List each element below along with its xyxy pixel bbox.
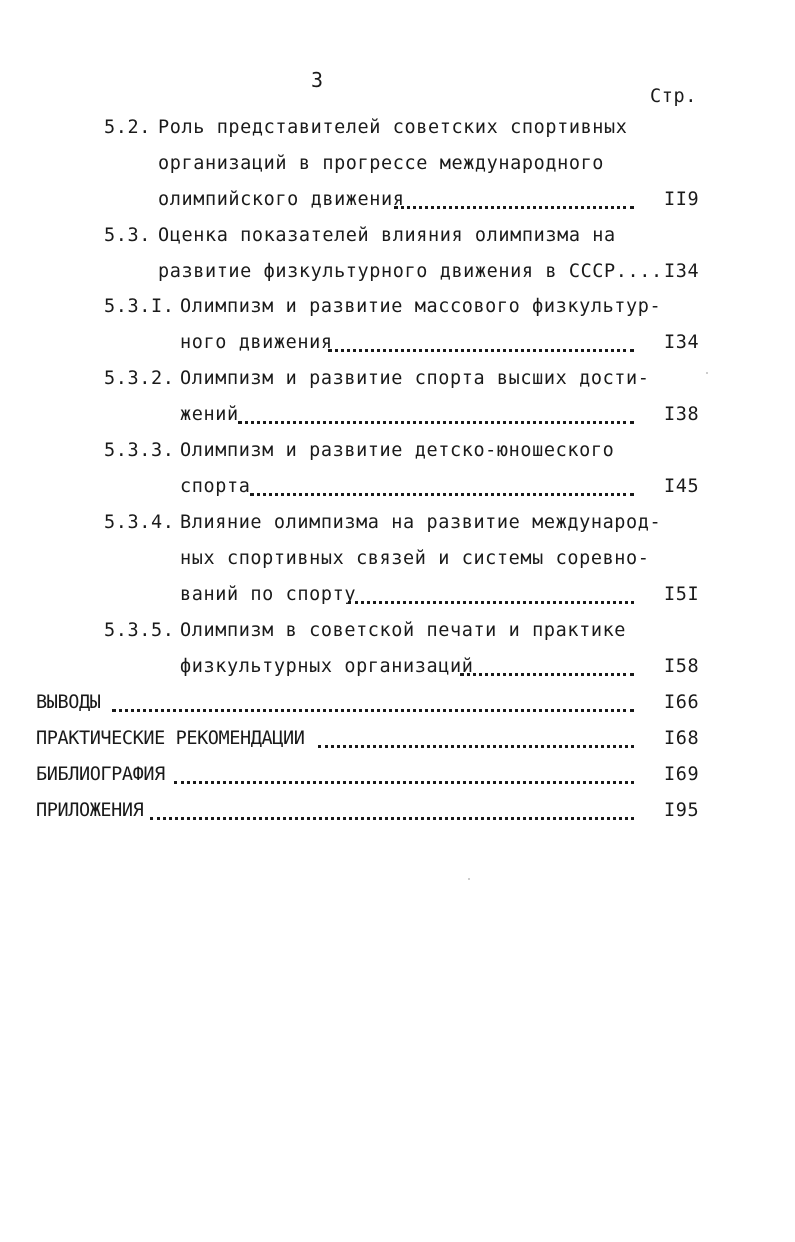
toc-entry-5-3-5-line-1: Олимпизм в советской печати и практике [180,620,627,641]
toc-entry-5-3-5-page: I58 [664,656,700,677]
toc-recommendations-title: ПРАКТИЧЕСКИЕ РЕКОМЕНДАЦИИ [36,728,305,749]
toc-entry-5-3-4-line-1: Влияние олимпизма на развитие международ- [180,512,662,533]
toc-entry-5-2-page: II9 [664,189,700,210]
toc-entry-5-3-4-leader [348,584,634,604]
toc-entry-5-3-2-number: 5.3.2. [104,368,175,389]
toc-entry-5-3-line-2: развитие физкультурного движения в СССР.... [158,261,663,282]
toc-conclusions-page: I66 [664,692,700,713]
toc-bibliography-title: БИБЛИОГРАФИЯ [36,764,165,785]
toc-entry-5-3-4-number: 5.3.4. [104,512,175,533]
toc-entry-5-3-page: I34 [664,261,700,282]
toc-entry-5-3-2-line-2: жений [180,404,239,425]
toc-entry-5-3-1-leader [328,332,634,352]
page-number: 3 [311,68,324,92]
toc-entry-5-2-number: 5.2. [104,117,151,138]
scan-speck [468,878,470,880]
toc-entry-5-3-number: 5.3. [104,225,151,246]
toc-entry-5-3-4-line-2: ных спортивных связей и системы соревно- [180,548,650,569]
toc-appendices-page: I95 [664,800,700,821]
toc-entry-5-2-line-3: олимпийского движения [158,189,405,210]
toc-entry-5-3-4-line-3: ваний по спорту [180,584,357,605]
toc-appendices-title: ПРИЛОЖЕНИЯ [36,800,144,821]
toc-entry-5-2-leader [394,189,634,209]
scan-speck [706,372,708,374]
toc-recommendations-leader [318,728,634,748]
toc-appendices-leader [150,800,634,820]
toc-entry-5-3-line-1: Оценка показателей влияния олимпизма на [158,225,616,246]
toc-entry-5-3-3-line-2: спорта [180,476,251,497]
toc-entry-5-3-4-page: I5I [664,584,700,605]
toc-entry-5-3-3-page: I45 [664,476,700,497]
toc-entry-5-3-1-line-1: Олимпизм и развитие массового физкультур- [180,296,662,317]
toc-entry-5-3-1-number: 5.3.I. [104,296,175,317]
toc-entry-5-3-1-line-2: ного движения [180,332,333,353]
toc-bibliography-page: I69 [664,764,700,785]
toc-conclusions-leader [112,692,634,712]
toc-entry-5-2-line-1: Роль представителей советских спортивных [158,117,628,138]
toc-entry-5-3-3-leader [250,476,634,496]
toc-entry-5-3-1-page: I34 [664,332,700,353]
toc-entry-5-3-5-leader [460,656,634,676]
page-column-label: Стр. [650,86,697,107]
toc-entry-5-3-3-number: 5.3.3. [104,440,175,461]
toc-entry-5-3-5-line-2: физкультурных организаций [180,656,474,677]
toc-entry-5-3-3-line-1: Олимпизм и развитие детско-юношеского [180,440,615,461]
toc-entry-5-2-line-2: организаций в прогрессе международного [158,153,605,174]
toc-entry-5-3-2-leader [238,404,634,424]
toc-recommendations-page: I68 [664,728,700,749]
toc-entry-5-3-2-line-1: Олимпизм и развитие спорта высших дости- [180,368,650,389]
toc-entry-5-3-5-number: 5.3.5. [104,620,175,641]
toc-conclusions-title: ВЫВОДЫ [36,692,101,713]
toc-entry-5-3-2-page: I38 [664,404,700,425]
toc-bibliography-leader [174,764,634,784]
